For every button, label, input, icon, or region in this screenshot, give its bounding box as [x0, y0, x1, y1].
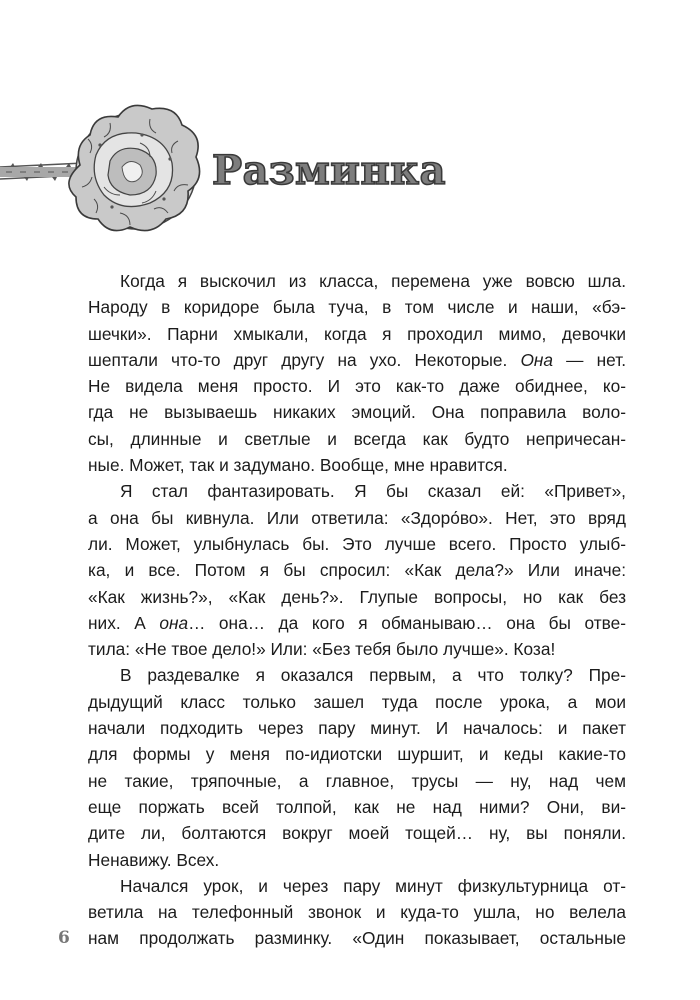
- flower-head: [69, 105, 200, 230]
- text-line: сы, длинные и светлые и всегда как будто непричесан-: [88, 428, 626, 449]
- text-line: Я стал фантазировать. Я бы сказал ей: «Привет»,: [120, 481, 626, 502]
- text-line: Ненавижу. Всех.: [88, 849, 220, 870]
- text-line: начали подходить через пару минут. И началось: и пакет: [88, 718, 626, 739]
- page-number: 6: [58, 928, 70, 948]
- text-line: Когда я выскочил из класса, перемена уже вовсю шла.: [120, 271, 626, 291]
- text-line: В раздевалке я оказался первым, а что толку? Пре-: [120, 665, 626, 686]
- text-line: шечки». Парни хмыкали, когда я проходил мимо, девочки: [88, 323, 626, 344]
- text-line: тила: «Не твое дело!» Или: «Без тебя было лучше». Коза!: [88, 639, 556, 660]
- text-line: Начался урок, и через пару минут физкультурница от-: [120, 875, 626, 896]
- chapter-title: Разминка: [212, 147, 447, 194]
- text-line: них. А она… она… да кого я обманываю… она бы отве-: [88, 612, 626, 633]
- text-line: ли. Может, улыбнулась бы. Это лучше всего. Просто улыб-: [88, 533, 626, 554]
- emphasis: Она: [520, 349, 554, 370]
- text-line: гда не вызываешь никаких эмоций. Она поправила воло-: [88, 402, 626, 423]
- carnation-flower-with-stem-icon: [0, 95, 210, 255]
- text-line: ветила на телефонный звонок и куда-то ушла, но велела: [88, 902, 626, 923]
- text-line: нам продолжать разминку. «Один показывает, остальные: [88, 928, 626, 949]
- text-line: не такие, тряпочные, а главное, трусы — ну, над чем: [88, 770, 626, 791]
- text-line: еще поржать всей толпой, как не над ними? Они, ви-: [88, 796, 626, 817]
- text-line: дите ли, болтаются вокруг моей тощей… ну, вы поняли.: [88, 823, 626, 844]
- body-text: [88, 268, 626, 952]
- text-line: дыдущий класс только зашел туда после урока, а мои: [88, 691, 626, 712]
- text-line: ка, и все. Потом я бы спросил: «Как дела?» Или иначе:: [88, 560, 626, 581]
- text-line: а она бы кивнула. Или ответила: «Здоро́во». Нет, это вряд: [88, 507, 626, 528]
- text-line: «Как жизнь?», «Как день?». Глупые вопросы, но как без: [88, 586, 626, 607]
- text-line: Народу в коридоре была туча, в том числе и наши, «бэ-: [88, 297, 626, 318]
- text-line: для формы у меня по-идиотски шуршит, и кеды какие-то: [88, 744, 626, 765]
- emphasis: она: [159, 612, 189, 633]
- text-line: шептали что-то друг другу на ухо. Некоторые. Она — нет.: [88, 349, 626, 370]
- text-line: Не видела меня просто. И это как-то даже обиднее, ко-: [88, 376, 626, 397]
- text-line: ные. Может, так и задумано. Вообще, мне нравится.: [88, 455, 508, 476]
